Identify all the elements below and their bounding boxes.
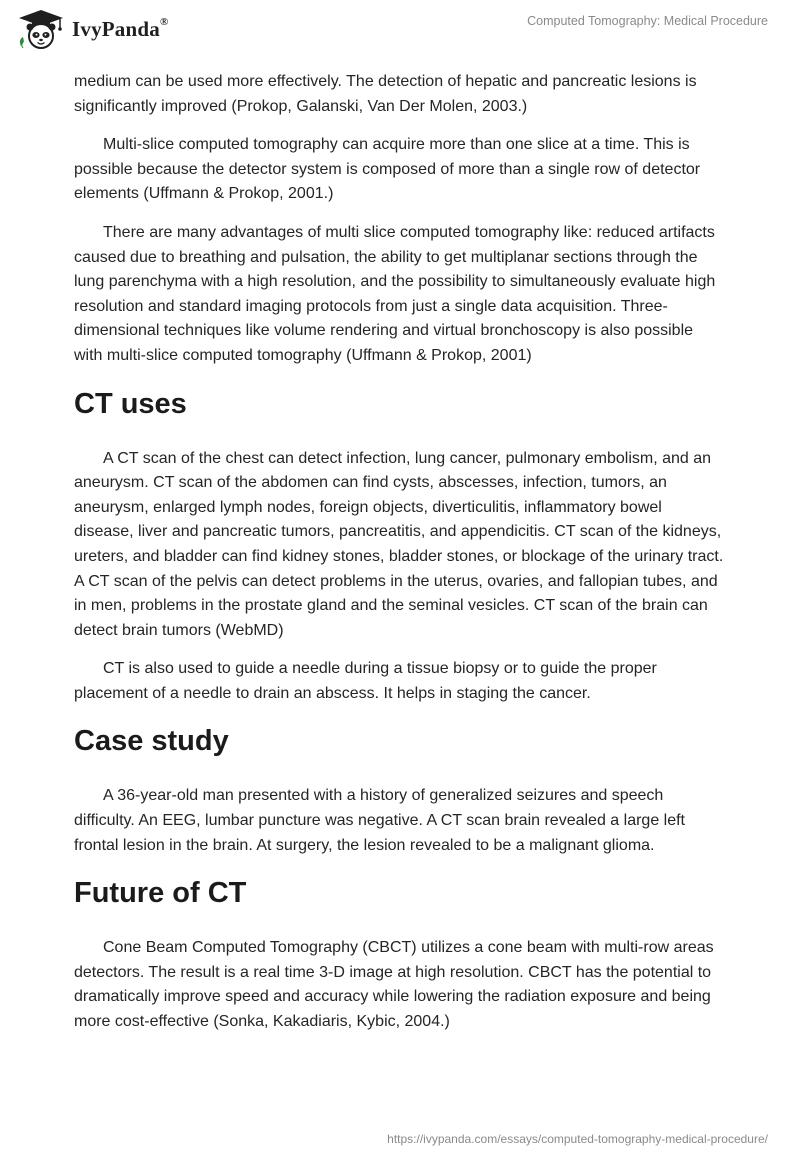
paragraph-advantages: There are many advantages of multi slice computed tomography like: reduced artifacts caused due to breathing and pulsation, the ability to get multiplanar sections through the lung parenchyma with a high resolution, and the possibility to simultaneously evaluate high resolution and standard imaging protocols from just a single data acquisition. Three-dimensional techniques like volume rendering and virtual bronchoscopy is also possible with multi-slice computed tomography (Uffmann & Prokop, 2001) xyxy=(74,223,716,364)
paragraph-case-study: A 36-year-old man presented with a history of generalized seizures and speech difficulty. An EEG, lumbar puncture was negative. A CT scan brain revealed a large left frontal lesion in the brain. At surgery, the lesion revealed to be a malignant glioma. xyxy=(74,787,685,854)
paragraph-future: Cone Beam Computed Tomography (CBCT) utilizes a cone beam with multi-row areas detectors. The result is a real time 3-D image at high resolution. CBCT has the potential to dramatically improve speed and accuracy while lowering the radiation exposure and being more cost-effective (Sonka, Kakadiaris, Kybic, 2004.) xyxy=(74,939,714,1031)
ivypanda-logo[interactable] xyxy=(16,8,168,50)
document-title: Computed Tomography: Medical Procedure xyxy=(527,14,768,28)
heading-future-of-ct: Future of CT xyxy=(74,877,247,910)
article-body xyxy=(74,70,724,1049)
paragraph-ct-uses-2: CT is also used to guide a needle during a tissue biopsy or to guide the proper placement of a needle to drain an abscess. It helps in staging the cancer. xyxy=(74,660,657,702)
paragraph-ct-uses-1: A CT scan of the chest can detect infection, lung cancer, pulmonary embolism, and an aneurysm. CT scan of the abdomen can find cysts, abscesses, infection, tumors, an aneurysm, enlarged lymph nodes, foreign objects, diverticulitis, inflammatory bowel disease, liver and pancreatic tumors, pancreatitis, and appendicitis. CT scan of the kidneys, ureters, and bladder can find kidney stones, bladder stones, or blockage of the urinary tract. A CT scan of the pelvis can detect problems in the uterus, ovaries, and fallopian tubes, and in men, problems in the prostate gland and the seminal vesicles. CT scan of the brain can detect brain tumors (WebMD) xyxy=(74,449,724,639)
panda-mascot-icon xyxy=(16,8,66,50)
paragraph-multislice: Multi-slice computed tomography can acquire more than one slice at a time. This is possible because the detector system is composed of more than a single row of detector elements (Uffmann & Prokop, 2001.) xyxy=(74,136,701,203)
page-header xyxy=(0,0,800,60)
logo-wordmark: IvyPanda® xyxy=(72,15,169,41)
heading-case-study: Case study xyxy=(74,725,229,758)
registered-mark: ® xyxy=(159,15,169,28)
source-url[interactable]: https://ivypanda.com/essays/computed-tomography-medical-procedure/ xyxy=(387,1132,768,1146)
heading-ct-uses: CT uses xyxy=(74,387,187,420)
paragraph-intro-continued: medium can be used more effectively. The detection of hepatic and pancreatic lesions is significantly improved (Prokop, Galanski, Van Der Molen, 2003.) xyxy=(74,73,697,115)
